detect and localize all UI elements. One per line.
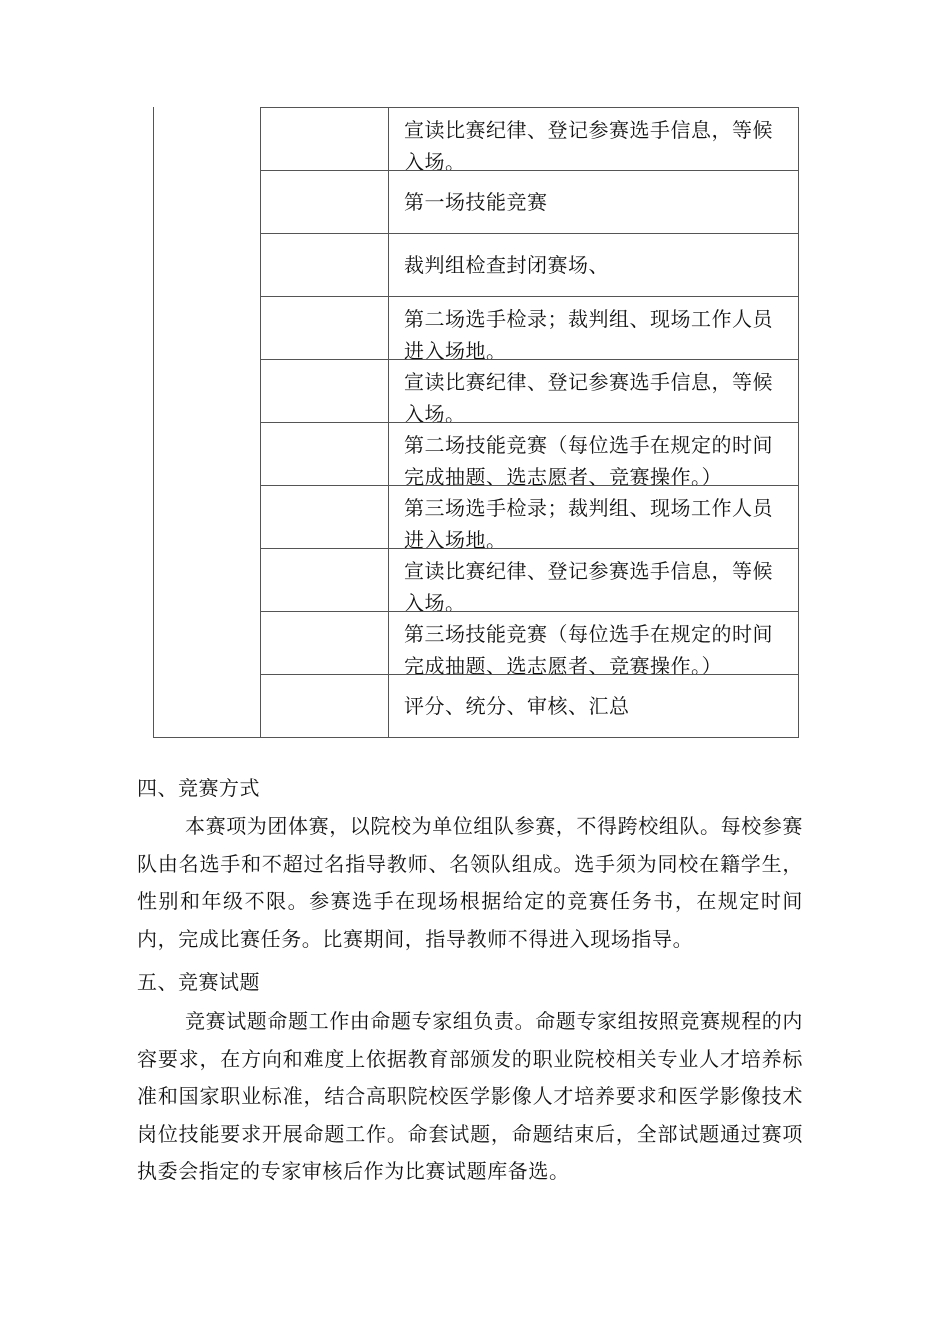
table-cell-activity: 第二场选手检录；裁判组、现场工作人员进入场地。 [404,307,773,363]
table-row [260,296,798,363]
table-row [260,485,798,552]
table-cell-activity: 第三场选手检录；裁判组、现场工作人员进入场地。 [404,496,773,552]
paragraph-competition-questions: 竞赛试题命题工作由命题专家组负责。命题专家组按照竞赛规程的内容要求，在方向和难度上依据教育部颁发的职业院校相关专业人才培养标准和国家职业标准，结合高职院校医学影像人才培养要求和医学影像技术岗位技能要求开展命题工作。命套试题，命题结束后，全部试题通过赛项执委会指定的专家审核后作为比赛试题库备选。 [137,1009,803,1183]
table-cell-activity: 第二场技能竞赛（每位选手在规定的时间完成抽题、选志愿者、竞赛操作。） [404,433,773,489]
table-row [260,674,798,737]
table-cell-activity: 第三场技能竞赛（每位选手在规定的时间完成抽题、选志愿者、竞赛操作。） [404,622,773,678]
table-cell-activity: 评分、统分、审核、汇总 [404,694,630,718]
section-heading-competition-format: 四、竞赛方式 [137,776,260,800]
table-row [260,359,798,426]
table-cell-activity: 宣读比赛纪律、登记参赛选手信息，等候入场。 [404,118,773,174]
paragraph-competition-format: 本赛项为团体赛，以院校为单位组队参赛，不得跨校组队。每校参赛队由名选手和不超过名指导教师、名领队组成。选手须为同校在籍学生，性别和年级不限。参赛选手在现场根据给定的竞赛任务书，在规定时间内，完成比赛任务。比赛期间，指导教师不得进入现场指导。 [137,814,803,951]
table-cell-activity: 裁判组检查封闭赛场、 [404,253,609,277]
table-row [260,611,798,678]
table-cell-activity: 第一场技能竞赛 [404,190,548,214]
table-row [260,233,798,296]
section-heading-competition-questions: 五、竞赛试题 [137,970,260,994]
table-row [260,170,798,233]
schedule-table [153,107,799,738]
table-row [260,422,798,489]
table-row [260,107,798,174]
table-cell-activity: 宣读比赛纪律、登记参赛选手信息，等候入场。 [404,370,773,426]
table-row [260,548,798,615]
table-cell-activity: 宣读比赛纪律、登记参赛选手信息，等候入场。 [404,559,773,615]
